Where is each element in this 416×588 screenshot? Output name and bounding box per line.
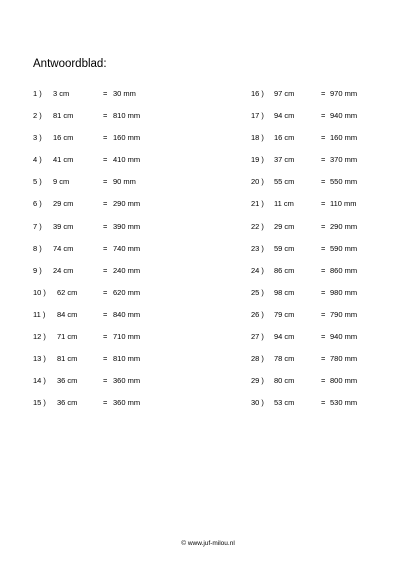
value-mm: 710 mm [113,332,141,342]
value-mm: 810 mm [113,354,141,364]
equals-sign: = [321,111,326,121]
value-cm: 37 cm [274,155,295,165]
value-mm: 810 mm [113,111,141,121]
item-number: 9 ) [33,265,42,275]
value-mm: 240 mm [113,265,141,275]
answer-row [251,261,411,283]
equals-sign: = [321,133,326,143]
item-number: 22 ) [251,221,264,231]
equals-sign: = [103,376,108,386]
value-cm: 71 cm [57,332,78,342]
item-number: 13 ) [33,354,46,364]
item-number: 4 ) [33,155,42,165]
value-mm: 410 mm [113,155,141,165]
answer-row [251,393,411,415]
value-cm: 24 cm [53,265,74,275]
equals-sign: = [103,133,108,143]
value-cm: 86 cm [274,265,295,275]
value-mm: 110 mm [330,199,357,209]
item-number: 20 ) [251,177,264,187]
value-mm: 860 mm [330,265,358,275]
equals-sign: = [321,332,326,342]
item-number: 7 ) [33,221,42,231]
answer-row [33,172,193,194]
answer-row [33,150,193,172]
item-number: 3 ) [33,133,42,143]
answer-row [33,371,193,393]
value-mm: 940 mm [330,332,358,342]
answer-row [251,84,411,106]
answer-row [33,393,193,415]
value-mm: 390 mm [113,221,141,231]
equals-sign: = [321,243,326,253]
value-cm: 62 cm [57,287,78,297]
value-mm: 370 mm [330,155,358,165]
answer-row [251,106,411,128]
item-number: 25 ) [251,287,264,297]
value-cm: 36 cm [57,376,78,386]
answer-row [33,327,193,349]
value-cm: 98 cm [274,287,295,297]
answer-row [251,194,411,216]
equals-sign: = [103,89,108,98]
answer-row [33,217,193,239]
value-mm: 290 mm [113,199,141,209]
equals-sign: = [321,199,326,209]
answer-row [33,84,193,106]
item-number: 24 ) [251,265,264,275]
answer-column-left [33,84,193,415]
value-mm: 550 mm [330,177,358,187]
equals-sign: = [321,376,326,386]
value-mm: 980 mm [330,287,358,297]
value-mm: 970 mm [330,89,358,98]
answer-row [33,261,193,283]
answer-row [33,349,193,371]
answer-row [251,305,411,327]
equals-sign: = [103,155,108,165]
item-number: 6 ) [33,199,42,209]
value-mm: 160 mm [113,133,141,143]
answer-row [33,106,193,128]
equals-sign: = [103,243,108,253]
item-number: 11 ) [33,309,46,319]
equals-sign: = [321,354,326,364]
equals-sign: = [321,287,326,297]
value-cm: 80 cm [274,376,295,386]
answer-row [251,150,411,172]
item-number: 23 ) [251,243,264,253]
equals-sign: = [321,221,326,231]
item-number: 10 ) [33,287,46,297]
value-cm: 16 cm [53,133,74,143]
value-cm: 53 cm [274,398,295,408]
value-mm: 780 mm [330,354,358,364]
item-number: 12 ) [33,332,46,342]
answer-row [251,283,411,305]
answer-row [251,239,411,261]
item-number: 5 ) [33,177,42,187]
item-number: 14 ) [33,376,46,386]
equals-sign: = [321,177,326,187]
value-mm: 800 mm [330,376,358,386]
value-cm: 29 cm [274,221,295,231]
value-mm: 590 mm [330,243,358,253]
value-cm: 81 cm [57,354,78,364]
value-cm: 59 cm [274,243,295,253]
value-cm: 74 cm [53,243,74,253]
value-cm: 36 cm [57,398,78,408]
value-mm: 620 mm [113,287,141,297]
item-number: 21 ) [251,199,264,209]
answer-row [33,128,193,150]
equals-sign: = [103,398,108,408]
equals-sign: = [103,309,108,319]
answer-row [251,128,411,150]
equals-sign: = [103,177,108,187]
value-cm: 84 cm [57,309,78,319]
item-number: 17 ) [251,111,264,121]
value-mm: 740 mm [113,243,141,253]
answer-row [251,371,411,393]
equals-sign: = [103,332,108,342]
value-cm: 78 cm [274,354,295,364]
value-cm: 41 cm [53,155,74,165]
equals-sign: = [103,354,108,364]
value-cm: 94 cm [274,332,295,342]
item-number: 26 ) [251,309,264,319]
answer-row [33,239,193,261]
answer-row [251,349,411,371]
value-cm: 39 cm [53,221,74,231]
equals-sign: = [321,309,326,319]
equals-sign: = [321,398,326,408]
equals-sign: = [321,155,326,165]
item-number: 27 ) [251,332,264,342]
equals-sign: = [103,265,108,275]
value-cm: 11 cm [274,199,294,209]
equals-sign: = [321,265,326,275]
value-mm: 360 mm [113,398,141,408]
value-cm: 16 cm [274,133,295,143]
value-cm: 55 cm [274,177,295,187]
item-number: 18 ) [251,133,264,143]
equals-sign: = [103,199,108,209]
answer-row [251,217,411,239]
value-cm: 3 cm [53,89,70,98]
equals-sign: = [103,111,108,121]
value-mm: 360 mm [113,376,141,386]
value-cm: 29 cm [53,199,74,209]
answer-row [251,172,411,194]
item-number: 29 ) [251,376,264,386]
value-mm: 790 mm [330,309,358,319]
item-number: 8 ) [33,243,42,253]
item-number: 28 ) [251,354,264,364]
answer-row [33,283,193,305]
answer-row [33,194,193,216]
equals-sign: = [103,287,108,297]
value-mm: 90 mm [113,177,136,187]
value-mm: 940 mm [330,111,358,121]
page-title: Antwoordblad: [33,58,107,70]
item-number: 1 ) [33,89,42,98]
footer-copyright: © www.juf-milou.nl [181,540,235,547]
value-cm: 79 cm [274,309,295,319]
answer-column-right [251,84,411,415]
equals-sign: = [103,221,108,231]
item-number: 19 ) [251,155,264,165]
item-number: 15 ) [33,398,46,408]
answer-row [251,327,411,349]
equals-sign: = [321,89,326,98]
item-number: 2 ) [33,111,42,121]
value-cm: 81 cm [53,111,74,121]
item-number: 16 ) [251,89,264,98]
value-mm: 290 mm [330,221,358,231]
value-cm: 9 cm [53,177,70,187]
value-mm: 530 mm [330,398,358,408]
value-mm: 160 mm [330,133,358,143]
value-cm: 94 cm [274,111,295,121]
item-number: 30 ) [251,398,264,408]
value-mm: 840 mm [113,309,141,319]
value-cm: 97 cm [274,89,295,98]
value-mm: 30 mm [113,89,136,98]
answer-row [33,305,193,327]
